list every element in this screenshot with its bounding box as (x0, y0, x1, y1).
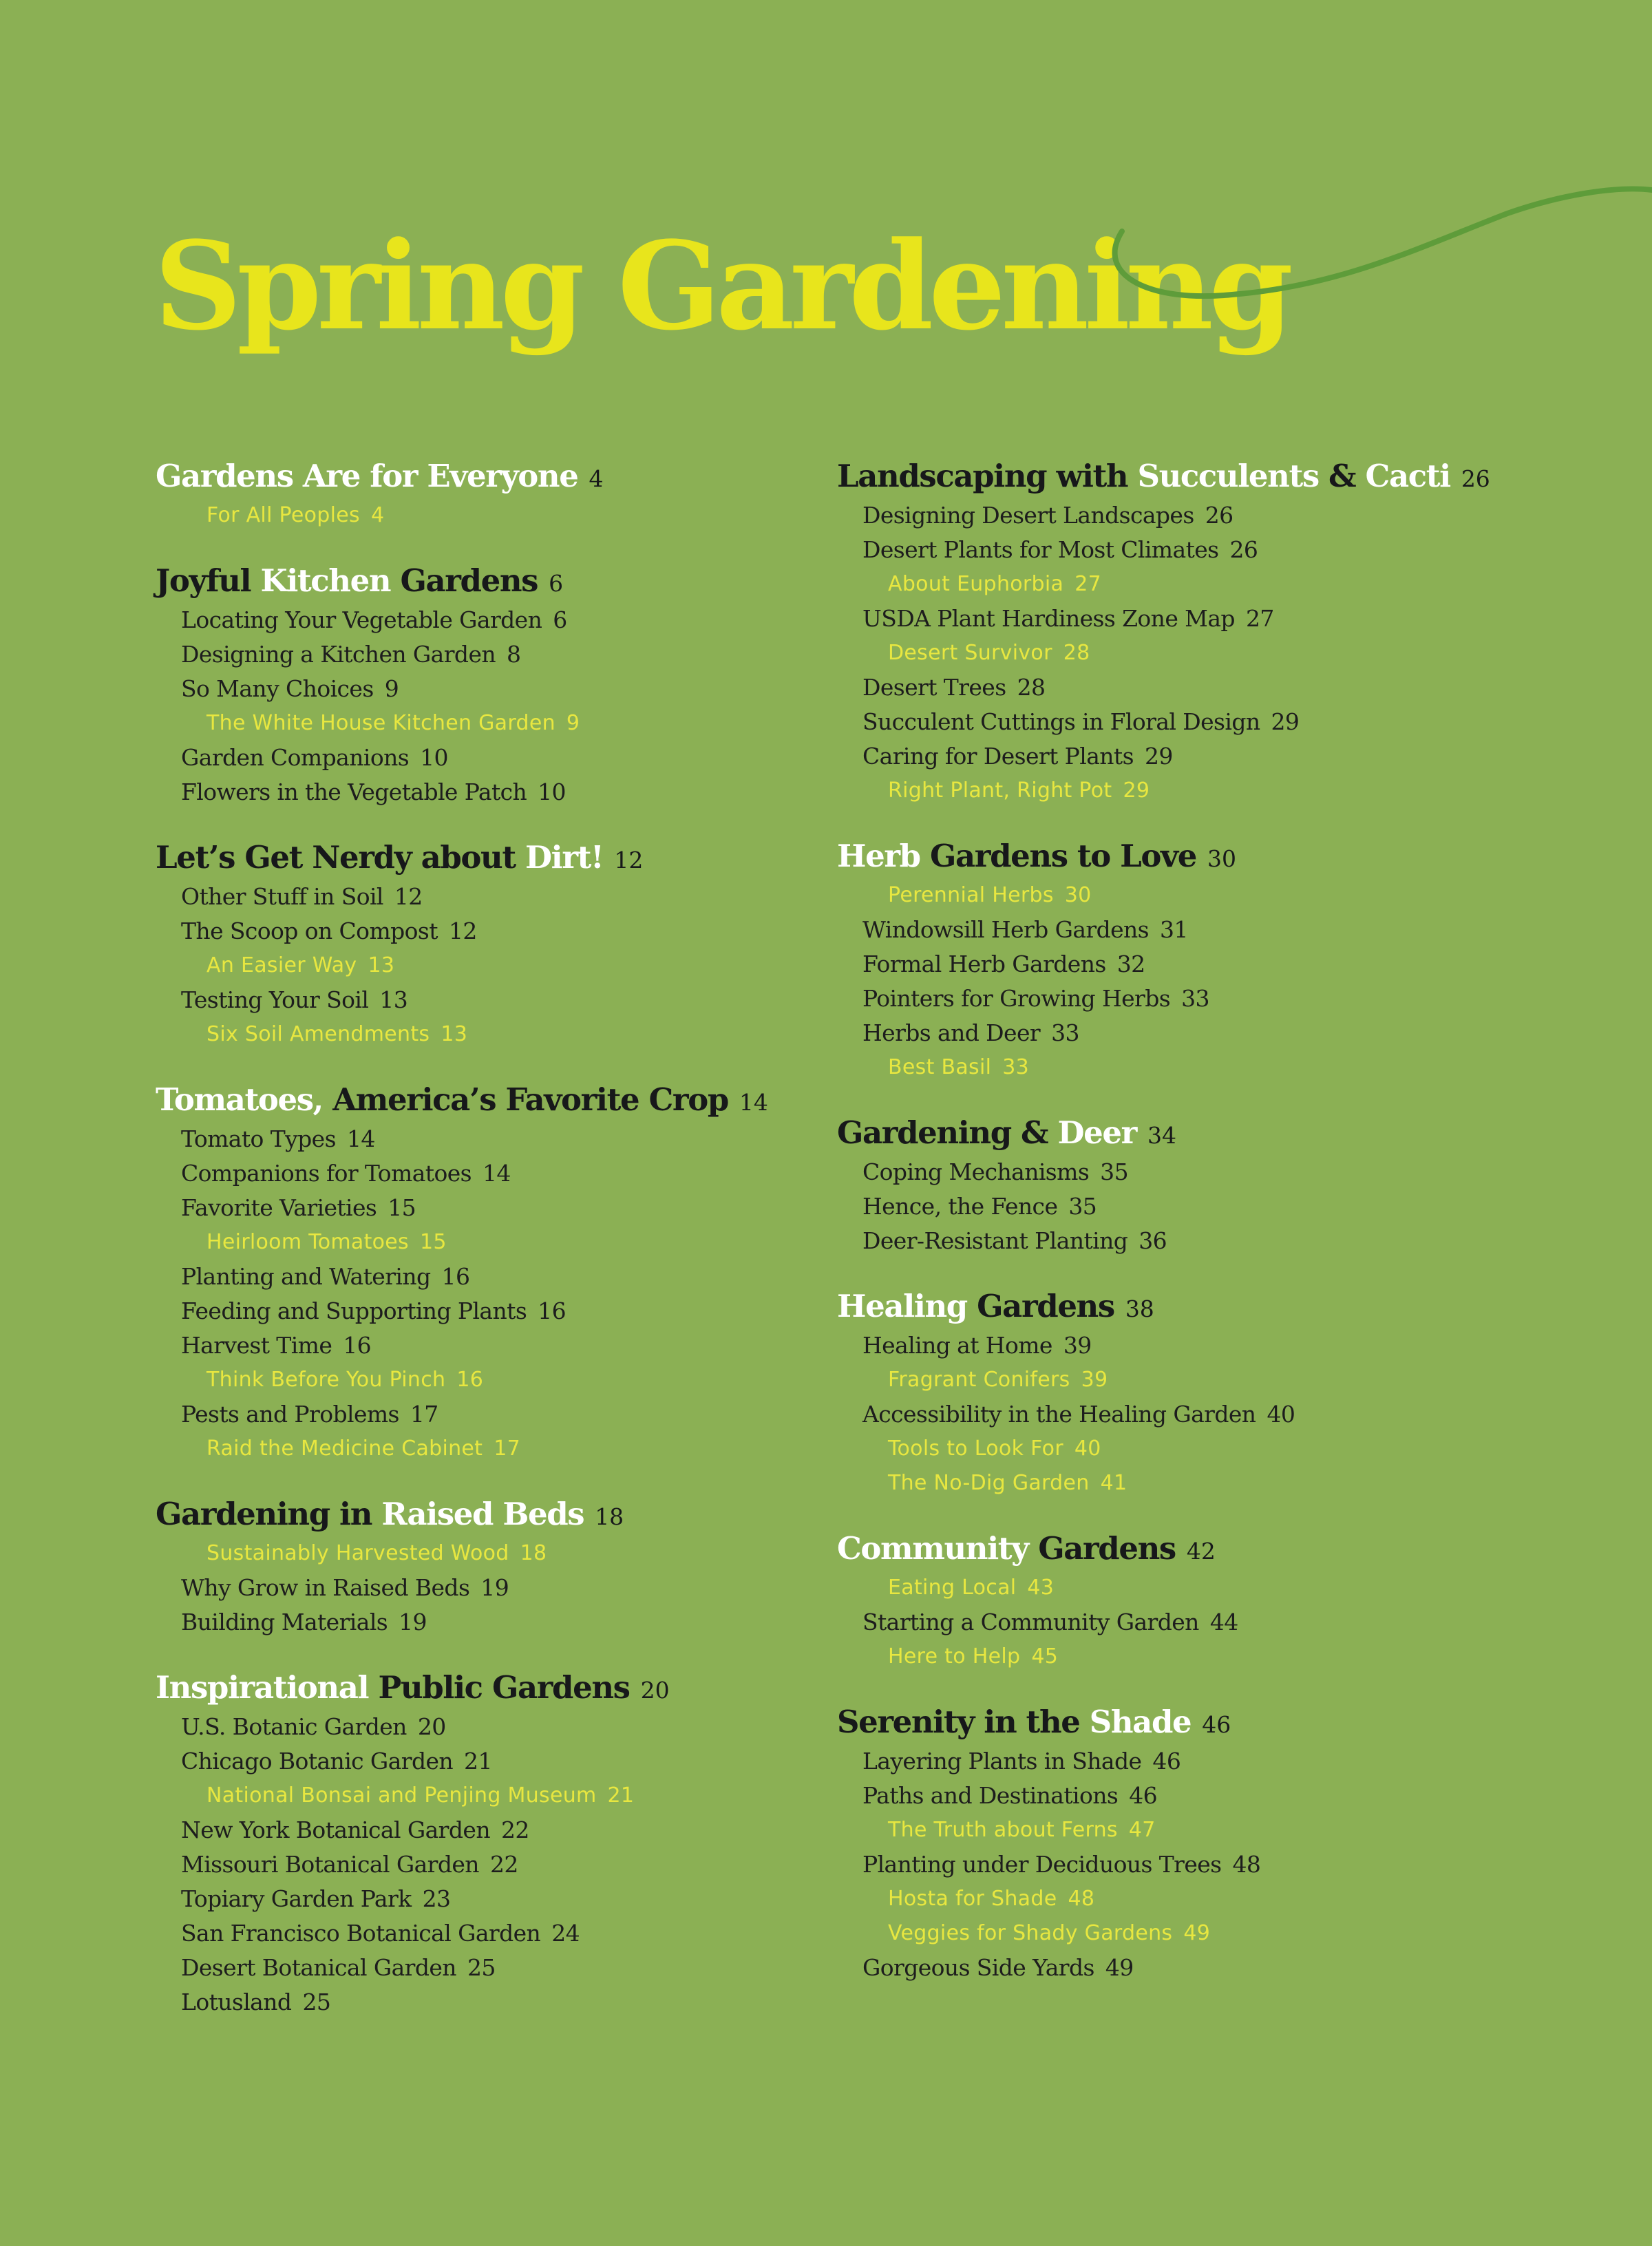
toc-entry[interactable] (837, 947, 1629, 982)
toc-entry[interactable] (156, 603, 885, 637)
toc-sidebar-entry[interactable] (156, 1363, 885, 1397)
entry-label: Desert Plants for Most Climates (862, 536, 1219, 563)
heading-text: Serenity in the (837, 1704, 1090, 1740)
entry-label: National Bonsai and Penjing Museum (206, 1783, 597, 1808)
entry-label: Hosta for Shade (888, 1887, 1057, 1911)
toc-sidebar-entry[interactable] (156, 498, 885, 533)
toc-entry[interactable] (837, 1847, 1629, 1882)
entry-label: About Euphorbia (888, 572, 1064, 596)
section-heading[interactable] (156, 1078, 885, 1122)
entry-label: Designing a Kitchen Garden (181, 641, 496, 668)
entry-page-number: 16 (441, 1263, 470, 1290)
entry-page-number: 35 (1068, 1193, 1097, 1220)
entry-page-number: 15 (388, 1194, 416, 1221)
toc-entry[interactable] (156, 1122, 885, 1156)
entry-page-number: 29 (1123, 778, 1150, 803)
heading-page-number: 12 (614, 847, 644, 873)
entry-label: Locating Your Vegetable Garden (181, 606, 542, 633)
heading-page-number: 4 (589, 465, 604, 492)
entry-page-number: 13 (368, 953, 395, 977)
section-heading[interactable] (837, 834, 1629, 878)
entry-label: Layering Plants in Shade (862, 1748, 1142, 1774)
entry-page-number: 8 (507, 641, 521, 668)
entry-page-number: 16 (343, 1332, 372, 1359)
entry-page-number: 33 (1181, 985, 1209, 1012)
toc-sidebar-entry[interactable] (156, 1432, 885, 1466)
section-heading[interactable] (837, 1700, 1629, 1744)
entry-page-number: 18 (520, 1541, 547, 1565)
entry-label: Think Before You Pinch (206, 1368, 446, 1392)
toc-sidebar-entry[interactable] (156, 1225, 885, 1260)
toc-entry[interactable] (156, 983, 885, 1017)
heading-text: Landscaping with (837, 458, 1138, 494)
toc-entry[interactable] (837, 1605, 1629, 1640)
toc-sidebar-entry[interactable] (156, 1536, 885, 1571)
heading-highlight: Kitchen (260, 562, 391, 599)
toc-section-healing-gardens (837, 1284, 1629, 1501)
entry-page-number: 27 (1245, 605, 1274, 632)
entry-label: Fragrant Conifers (888, 1368, 1070, 1392)
entry-page-number: 10 (538, 778, 566, 805)
entry-label: The No-Dig Garden (888, 1471, 1090, 1495)
entry-page-number: 45 (1031, 1644, 1059, 1668)
section-heading[interactable] (837, 1284, 1629, 1328)
toc-section-herb-gardens-to-love (837, 834, 1629, 1085)
heading-text: Gardens (966, 1288, 1114, 1324)
heading-highlight: Gardens Are for Everyone (156, 458, 578, 494)
heading-page-number: 18 (595, 1503, 624, 1530)
entry-page-number: 27 (1074, 572, 1101, 596)
entry-page-number: 44 (1209, 1609, 1238, 1635)
entry-label: Deer-Resistant Planting (862, 1227, 1128, 1254)
heading-highlight: Herb (837, 838, 920, 874)
toc-entry[interactable] (156, 1191, 885, 1225)
toc-sidebar-entry[interactable] (837, 636, 1629, 670)
vine-decoration (1094, 172, 1652, 310)
entry-label: Testing Your Soil (181, 986, 369, 1013)
entry-page-number: 48 (1232, 1851, 1261, 1878)
heading-highlight: Dirt! (525, 839, 604, 876)
heading-page-number: 30 (1207, 845, 1237, 872)
entry-page-number: 6 (553, 606, 567, 633)
entry-label: San Francisco Botanical Garden (181, 1920, 541, 1947)
entry-page-number: 22 (489, 1851, 518, 1878)
entry-page-number: 26 (1205, 502, 1233, 529)
toc-entry[interactable] (156, 1916, 885, 1951)
toc-section-landscaping-with-succulents-cacti (837, 454, 1629, 808)
entry-label: Pointers for Growing Herbs (862, 985, 1171, 1012)
entry-label: Hence, the Fence (862, 1193, 1058, 1220)
entry-page-number: 24 (551, 1920, 580, 1947)
toc-column-left (156, 454, 885, 2046)
entry-label: So Many Choices (181, 675, 374, 702)
entry-page-number: 46 (1152, 1748, 1181, 1774)
entry-label: For All Peoples (206, 503, 360, 527)
entry-page-number: 16 (538, 1297, 566, 1324)
toc-entry[interactable] (156, 1294, 885, 1328)
heading-page-number: 26 (1461, 465, 1490, 492)
toc-sidebar-entry[interactable] (837, 1432, 1629, 1466)
toc-sidebar-entry[interactable] (837, 1882, 1629, 1916)
entry-page-number: 28 (1063, 641, 1090, 665)
entry-label: Coping Mechanisms (862, 1158, 1090, 1185)
toc-entry[interactable] (837, 1328, 1629, 1363)
entry-label: Designing Desert Landscapes (862, 502, 1194, 529)
toc-entry[interactable] (156, 1260, 885, 1294)
toc-entry[interactable] (837, 1189, 1629, 1224)
heading-page-number: 38 (1125, 1295, 1154, 1322)
entry-label: The White House Kitchen Garden (206, 711, 555, 735)
heading-highlight: Deer (1057, 1114, 1136, 1151)
entry-label: U.S. Botanic Garden (181, 1713, 407, 1740)
toc-entry[interactable] (156, 1156, 885, 1191)
heading-page-number: 20 (640, 1677, 670, 1704)
toc-sidebar-entry[interactable] (156, 949, 885, 983)
entry-page-number: 48 (1068, 1887, 1095, 1911)
entry-label: The Scoop on Compost (181, 918, 438, 944)
entry-page-number: 20 (417, 1713, 446, 1740)
toc-sidebar-entry[interactable] (837, 1813, 1629, 1847)
section-heading[interactable] (156, 559, 885, 603)
toc-entry[interactable] (156, 914, 885, 949)
toc-sidebar-entry[interactable] (837, 1363, 1629, 1397)
entry-page-number: 26 (1229, 536, 1258, 563)
toc-entry[interactable] (837, 1951, 1629, 1985)
heading-page-number: 14 (739, 1089, 768, 1116)
entry-label: The Truth about Ferns (888, 1818, 1118, 1842)
toc-entry[interactable] (156, 1571, 885, 1605)
entry-label: Gorgeous Side Yards (862, 1954, 1094, 1981)
toc-entry[interactable] (156, 1328, 885, 1363)
entry-label: Other Stuff in Soil (181, 883, 383, 910)
toc-entry[interactable] (837, 498, 1629, 533)
toc-section-gardens-are-for-everyone (156, 454, 885, 533)
entry-label: Healing at Home (862, 1332, 1052, 1359)
toc-sidebar-entry[interactable] (837, 1466, 1629, 1501)
entry-label: Best Basil (888, 1055, 992, 1079)
heading-highlight: Raised Beds (381, 1496, 584, 1532)
toc-sidebar-entry[interactable] (837, 878, 1629, 913)
toc-sidebar-entry[interactable] (837, 1571, 1629, 1605)
toc-entry[interactable] (837, 1224, 1629, 1258)
toc-entry[interactable] (156, 672, 885, 706)
entry-label: Accessibility in the Healing Garden (862, 1401, 1256, 1428)
heading-page-number: 6 (549, 570, 564, 597)
toc-entry[interactable] (156, 775, 885, 809)
toc-entry[interactable] (156, 1710, 885, 1744)
toc-entry[interactable] (156, 1882, 885, 1916)
heading-text: Gardening in (156, 1496, 382, 1532)
entry-page-number: 43 (1027, 1576, 1055, 1600)
toc-entry[interactable] (837, 1155, 1629, 1189)
toc-sidebar-entry[interactable] (837, 1640, 1629, 1674)
toc-sidebar-entry[interactable] (156, 1017, 885, 1052)
entry-label: Missouri Botanical Garden (181, 1851, 479, 1878)
heading-highlight: Shade (1089, 1704, 1192, 1740)
toc-entry[interactable] (156, 1744, 885, 1779)
toc-entry[interactable] (156, 1847, 885, 1882)
entry-label: Lotusland (181, 1989, 292, 2015)
toc-section-let-s-get-nerdy-about-dirt (156, 836, 885, 1052)
heading-highlight: Community (837, 1530, 1028, 1567)
entry-label: Pests and Problems (181, 1401, 399, 1428)
toc-entry[interactable] (156, 880, 885, 914)
section-heading[interactable] (156, 1666, 885, 1710)
entry-page-number: 49 (1183, 1921, 1211, 1945)
entry-page-number: 28 (1017, 674, 1046, 701)
toc-sidebar-entry[interactable] (837, 774, 1629, 808)
entry-label: Caring for Desert Plants (862, 743, 1134, 770)
entry-page-number: 47 (1128, 1818, 1156, 1842)
entry-page-number: 14 (482, 1160, 511, 1187)
entry-label: Windowsill Herb Gardens (862, 916, 1150, 943)
toc-section-tomatoes-america-s-favorite-crop (156, 1078, 885, 1466)
entry-page-number: 10 (420, 744, 448, 771)
entry-label: Heirloom Tomatoes (206, 1230, 409, 1254)
heading-text: Joyful (156, 562, 261, 599)
heading-highlight: Tomatoes, (156, 1081, 323, 1118)
entry-label: Desert Survivor (888, 641, 1052, 665)
entry-label: Perennial Herbs (888, 883, 1054, 907)
entry-page-number: 25 (302, 1989, 331, 2015)
entry-page-number: 12 (448, 918, 477, 944)
entry-page-number: 30 (1064, 883, 1092, 907)
section-heading[interactable] (837, 1527, 1629, 1571)
heading-text: Public Gardens (368, 1669, 630, 1706)
toc-entry[interactable] (837, 913, 1629, 947)
entry-page-number: 31 (1160, 916, 1188, 943)
toc-sidebar-entry[interactable] (837, 1916, 1629, 1951)
entry-label: Sustainably Harvested Wood (206, 1541, 509, 1565)
heading-text: America’s Favorite Crop (322, 1081, 728, 1118)
toc-entry[interactable] (837, 982, 1629, 1016)
entry-page-number: 22 (500, 1816, 529, 1843)
entry-label: Harvest Time (181, 1332, 332, 1359)
entry-page-number: 21 (464, 1748, 492, 1774)
entry-label: Formal Herb Gardens (862, 951, 1106, 977)
entry-page-number: 13 (379, 986, 408, 1013)
entry-label: Six Soil Amendments (206, 1022, 430, 1046)
entry-page-number: 25 (467, 1954, 496, 1981)
heading-highlight: Healing (837, 1288, 967, 1324)
entry-label: Succulent Cuttings in Floral Design (862, 708, 1260, 735)
toc-entry[interactable] (156, 1397, 885, 1432)
entry-page-number: 12 (394, 883, 423, 910)
entry-label: Chicago Botanic Garden (181, 1748, 454, 1774)
entry-label: Why Grow in Raised Beds (181, 1574, 470, 1601)
entry-page-number: 36 (1139, 1227, 1167, 1254)
toc-entry[interactable] (156, 637, 885, 672)
entry-page-number: 9 (566, 711, 580, 735)
heading-highlight: Inspirational (156, 1669, 369, 1706)
entry-label: Tomato Types (181, 1125, 336, 1152)
heading-page-number: 34 (1147, 1122, 1176, 1149)
heading-text: Gardening & (837, 1114, 1058, 1151)
toc-sidebar-entry[interactable] (156, 706, 885, 741)
toc-sidebar-entry[interactable] (156, 1779, 885, 1813)
toc-section-community-gardens (837, 1527, 1629, 1674)
toc-entry[interactable] (156, 741, 885, 775)
entry-label: Building Materials (181, 1609, 388, 1635)
heading-page-number: 42 (1186, 1538, 1216, 1565)
entry-label: Desert Trees (862, 674, 1006, 701)
entry-page-number: 32 (1116, 951, 1145, 977)
entry-page-number: 46 (1129, 1782, 1158, 1809)
entry-page-number: 29 (1271, 708, 1300, 735)
entry-page-number: 15 (419, 1230, 447, 1254)
entry-page-number: 33 (1051, 1019, 1079, 1046)
entry-page-number: 29 (1144, 743, 1173, 770)
toc-entry[interactable] (837, 533, 1629, 567)
page-title: Spring Gardening (154, 214, 1289, 357)
entry-label: Veggies for Shady Gardens (888, 1921, 1173, 1945)
entry-label: Flowers in the Vegetable Patch (181, 778, 527, 805)
entry-page-number: 14 (346, 1125, 375, 1152)
heading-page-number: 46 (1202, 1711, 1231, 1738)
entry-page-number: 19 (399, 1609, 427, 1635)
entry-label: Topiary Garden Park (181, 1885, 412, 1912)
toc-entry[interactable] (156, 1605, 885, 1640)
entry-label: Paths and Destinations (862, 1782, 1119, 1809)
toc-section-inspirational-public-gardens (156, 1666, 885, 2020)
entry-page-number: 13 (441, 1022, 468, 1046)
toc-sidebar-entry[interactable] (837, 567, 1629, 602)
toc-section-joyful-kitchen-gardens (156, 559, 885, 809)
entry-label: Tools to Look For (888, 1437, 1063, 1461)
toc-entry[interactable] (156, 1813, 885, 1847)
toc-entry[interactable] (837, 1016, 1629, 1050)
section-heading[interactable] (156, 1492, 885, 1536)
entry-label: New York Botanical Garden (181, 1816, 490, 1843)
heading-text: Let’s Get Nerdy about (156, 839, 525, 876)
entry-page-number: 16 (456, 1368, 484, 1392)
toc-entry[interactable] (837, 602, 1629, 636)
heading-highlight: Succulents (1137, 458, 1319, 494)
toc-entry[interactable] (837, 1397, 1629, 1432)
entry-label: Garden Companions (181, 744, 410, 771)
entry-page-number: 35 (1100, 1158, 1128, 1185)
section-heading[interactable] (837, 454, 1629, 498)
heading-text: Gardens (1028, 1530, 1176, 1567)
heading-text: Gardens (390, 562, 538, 599)
entry-page-number: 39 (1063, 1332, 1092, 1359)
section-heading[interactable] (156, 836, 885, 880)
entry-page-number: 40 (1267, 1401, 1295, 1428)
entry-page-number: 17 (410, 1401, 438, 1428)
toc-section-gardening-deer (837, 1111, 1629, 1258)
section-heading[interactable] (156, 454, 885, 498)
entry-page-number: 49 (1105, 1954, 1134, 1981)
toc-section-serenity-in-the-shade (837, 1700, 1629, 1985)
toc-sidebar-entry[interactable] (837, 1050, 1629, 1085)
entry-label: An Easier Way (206, 953, 357, 977)
entry-label: Eating Local (888, 1576, 1017, 1600)
toc-section-gardening-in-raised-beds (156, 1492, 885, 1640)
entry-page-number: 33 (1002, 1055, 1030, 1079)
toc-entry[interactable] (837, 739, 1629, 774)
heading-text: Gardens to Love (920, 838, 1197, 874)
entry-page-number: 19 (480, 1574, 509, 1601)
toc-entry[interactable] (837, 705, 1629, 739)
toc-entry[interactable] (837, 1779, 1629, 1813)
entry-page-number: 23 (422, 1885, 451, 1912)
entry-label: Feeding and Supporting Plants (181, 1297, 527, 1324)
entry-page-number: 9 (384, 675, 399, 702)
entry-page-number: 4 (370, 503, 385, 527)
entry-label: USDA Plant Hardiness Zone Map (862, 605, 1235, 632)
toc-entry[interactable] (837, 670, 1629, 705)
toc-entry[interactable] (156, 1951, 885, 1985)
entry-page-number: 21 (607, 1783, 635, 1808)
toc-entry[interactable] (837, 1744, 1629, 1779)
entry-page-number: 40 (1074, 1437, 1101, 1461)
toc-entry[interactable] (156, 1985, 885, 2020)
entry-page-number: 41 (1100, 1471, 1127, 1495)
heading-text: & (1318, 458, 1366, 494)
entry-label: Desert Botanical Garden (181, 1954, 456, 1981)
entry-label: Companions for Tomatoes (181, 1160, 472, 1187)
toc-column-right (837, 454, 1629, 2011)
entry-label: Raid the Medicine Cabinet (206, 1437, 483, 1461)
entry-label: Herbs and Deer (862, 1019, 1041, 1046)
entry-label: Planting and Watering (181, 1263, 431, 1290)
section-heading[interactable] (837, 1111, 1629, 1155)
entry-label: Starting a Community Garden (862, 1609, 1199, 1635)
entry-label: Favorite Varieties (181, 1194, 377, 1221)
entry-label: Right Plant, Right Pot (888, 778, 1112, 803)
entry-page-number: 17 (494, 1437, 521, 1461)
entry-label: Planting under Deciduous Trees (862, 1851, 1222, 1878)
heading-highlight: Cacti (1365, 458, 1450, 494)
entry-label: Here to Help (888, 1644, 1021, 1668)
entry-page-number: 39 (1081, 1368, 1108, 1392)
